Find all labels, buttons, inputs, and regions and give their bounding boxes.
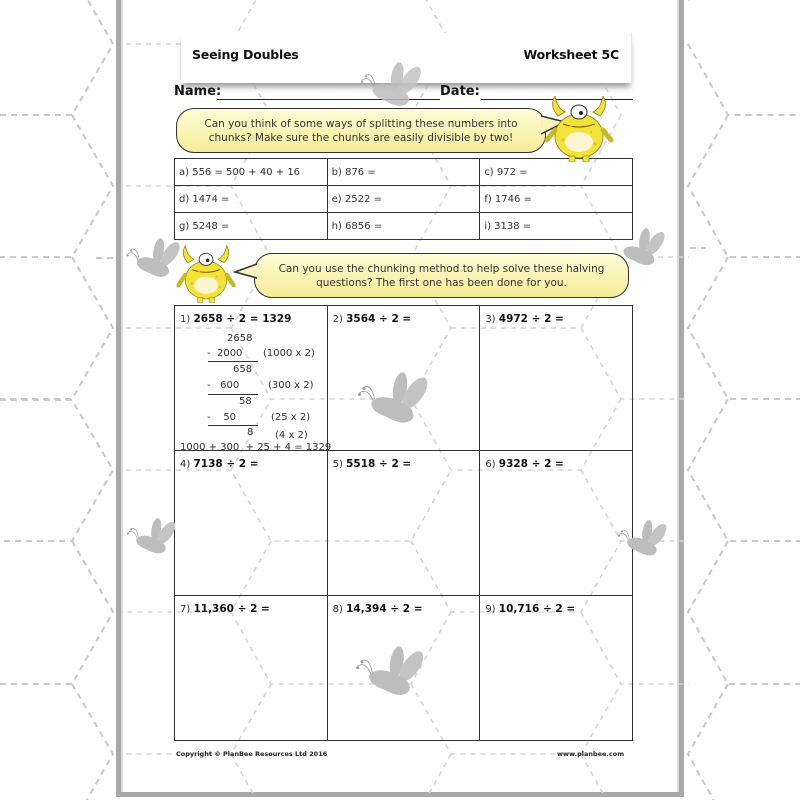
instruction-line: chunks? Make sure the chunks are easily divisible by two! bbox=[208, 132, 514, 144]
subtraction-rule bbox=[208, 425, 258, 426]
work-note: (25 x 2) bbox=[271, 412, 311, 423]
question-cell-7[interactable] bbox=[175, 596, 328, 741]
bee-icon bbox=[610, 228, 670, 272]
question-label: 9) 10,716 ÷ 2 = bbox=[485, 603, 576, 615]
question-label: 5) 5518 ÷ 2 = bbox=[332, 458, 412, 470]
instruction-bubble-chunks bbox=[176, 108, 546, 153]
chunk-cell-i[interactable]: i) 3138 = bbox=[480, 213, 633, 240]
bee-icon bbox=[350, 646, 432, 704]
instruction-line: Can you use the chunking method to help solve these halving bbox=[278, 263, 605, 275]
question-cell-4[interactable] bbox=[175, 451, 328, 596]
work-line: - 600 bbox=[207, 380, 240, 391]
chunk-cell-f[interactable]: f) 1746 = bbox=[480, 186, 633, 213]
subtraction-rule bbox=[208, 361, 258, 362]
question-cell-1[interactable] bbox=[175, 306, 332, 453]
table-row bbox=[175, 159, 633, 186]
work-total: 1000 + 300 + 25 + 4 = 1329 bbox=[180, 442, 332, 453]
question-cell-5[interactable] bbox=[327, 451, 480, 596]
instruction-line: Can you think of some ways of splitting these numbers into bbox=[204, 118, 518, 130]
bee-icon bbox=[616, 520, 670, 562]
website-link[interactable]: www.planbee.com bbox=[557, 750, 624, 758]
instruction-bubble-halving bbox=[254, 253, 629, 298]
question-label: 2) 3564 ÷ 2 = bbox=[332, 313, 412, 325]
question-label: 4) 7138 ÷ 2 = bbox=[180, 458, 259, 470]
yellow-monster-icon bbox=[543, 96, 615, 162]
work-note: (4 x 2) bbox=[275, 430, 308, 441]
bee-icon bbox=[354, 62, 430, 114]
work-line: 658 bbox=[233, 364, 253, 375]
table-row bbox=[175, 213, 633, 240]
question-label: 3) 4972 ÷ 2 = bbox=[485, 313, 564, 325]
instruction-line: questions? The first one has been done for you. bbox=[316, 277, 567, 289]
question-cell-6[interactable] bbox=[480, 451, 633, 596]
table-row bbox=[175, 451, 633, 596]
chunk-cell-e[interactable]: e) 2522 = bbox=[327, 186, 480, 213]
chunking-table bbox=[174, 158, 633, 240]
name-label: Name: bbox=[174, 84, 222, 99]
question-label: 7) 11,360 ÷ 2 = bbox=[180, 603, 270, 615]
work-line: - 50 bbox=[207, 412, 237, 423]
work-line: 58 bbox=[239, 396, 252, 407]
worksheet-title: Seeing Doubles bbox=[192, 47, 299, 62]
date-label: Date: bbox=[440, 84, 480, 99]
subtraction-rule bbox=[208, 394, 258, 395]
chunk-cell-c[interactable]: c) 972 = bbox=[480, 159, 633, 186]
chunk-cell-d[interactable]: d) 1474 = bbox=[175, 186, 328, 213]
bee-icon bbox=[352, 372, 436, 432]
question-label: 8) 14,394 ÷ 2 = bbox=[332, 603, 423, 615]
worksheet-number: Worksheet 5C bbox=[523, 47, 619, 62]
chunk-cell-h[interactable]: h) 6856 = bbox=[327, 213, 480, 240]
chunk-cell-b[interactable]: b) 876 = bbox=[327, 159, 480, 186]
copyright-text: Copyright © PlanBee Resources Ltd 2016 bbox=[176, 750, 328, 758]
chunk-cell-g[interactable]: g) 5248 = bbox=[175, 213, 328, 240]
worked-example bbox=[175, 328, 332, 453]
work-note: (1000 x 2) bbox=[263, 348, 315, 359]
work-note: (300 x 2) bbox=[268, 380, 314, 391]
work-line: 8 bbox=[247, 427, 254, 438]
work-line: - 2000 bbox=[207, 348, 243, 359]
bee-icon bbox=[120, 238, 188, 284]
table-row bbox=[175, 186, 633, 213]
work-line: 2658 bbox=[227, 333, 253, 344]
question-cell-9[interactable] bbox=[480, 596, 633, 741]
chunk-cell-a[interactable]: a) 556 = 500 + 40 + 16 bbox=[175, 159, 328, 186]
question-cell-3[interactable] bbox=[480, 306, 633, 451]
question-label: 1) 2658 ÷ 2 = 1329 bbox=[180, 313, 292, 325]
question-label: 6) 9328 ÷ 2 = bbox=[485, 458, 564, 470]
bubble-tail-left bbox=[233, 260, 257, 284]
bee-icon bbox=[124, 518, 180, 560]
